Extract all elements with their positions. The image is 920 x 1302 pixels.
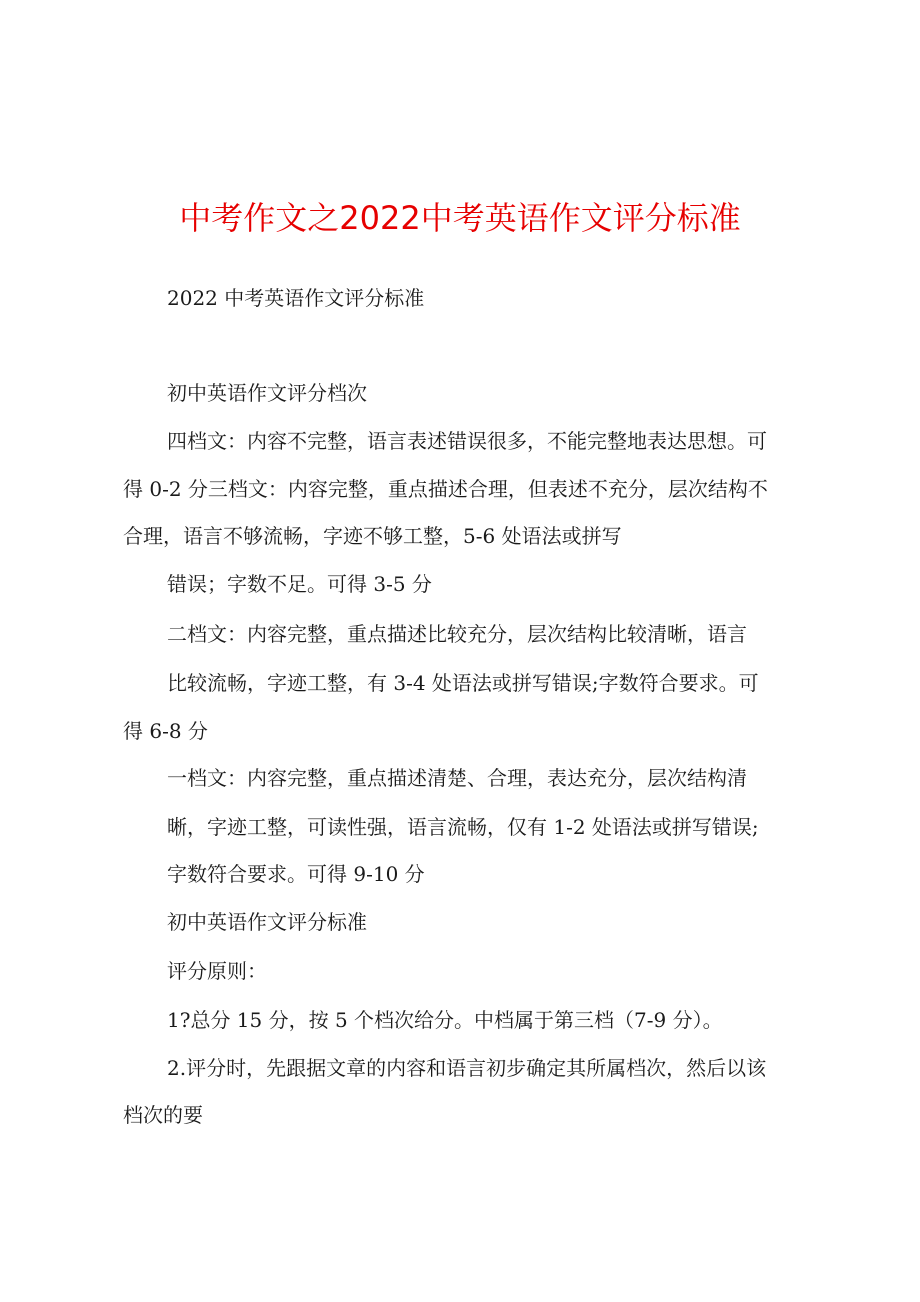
paragraph-line: 得 0-2 分三档文：内容完整，重点描述合理，但表述不充分，层次结构不 [123, 477, 768, 501]
paragraph-line: 档次的要 [123, 1103, 203, 1127]
paragraph-line: 1?总分 15 分，按 5 个档次给分。中档属于第三档（7-9 分）。 [167, 1008, 723, 1032]
paragraph-line: 比较流畅，字迹工整，有 3-4 处语法或拼写错误;字数符合要求。可 [167, 671, 759, 695]
paragraph-line: 字数符合要求。可得 9-10 分 [167, 862, 425, 886]
paragraph-line: 晰，字迹工整，可读性强，语言流畅，仅有 1-2 处语法或拼写错误; [167, 815, 759, 839]
section-heading: 初中英语作文评分标准 [167, 910, 367, 934]
section-heading: 初中英语作文评分档次 [167, 381, 367, 405]
paragraph-line: 一档文：内容完整，重点描述清楚、合理，表达充分，层次结构清 [167, 766, 747, 790]
page-title: 中考作文之2022中考英语作文评分标准 [179, 199, 741, 237]
paragraph-line: 得 6-8 分 [123, 719, 208, 743]
paragraph-line: 合理，语言不够流畅，字迹不够工整，5-6 处语法或拼写 [123, 524, 622, 548]
paragraph-line: 二档文：内容完整，重点描述比较充分，层次结构比较清晰，语言 [167, 622, 747, 646]
paragraph-line: 2.评分时，先跟据文章的内容和语言初步确定其所属档次，然后以该 [167, 1056, 767, 1080]
paragraph-line: 错误；字数不足。可得 3-5 分 [167, 572, 432, 596]
subtitle: 2022 中考英语作文评分标准 [167, 286, 425, 310]
paragraph-line: 四档文：内容不完整，语言表述错误很多，不能完整地表达思想。可 [167, 429, 767, 453]
paragraph-line: 评分原则： [167, 959, 267, 983]
